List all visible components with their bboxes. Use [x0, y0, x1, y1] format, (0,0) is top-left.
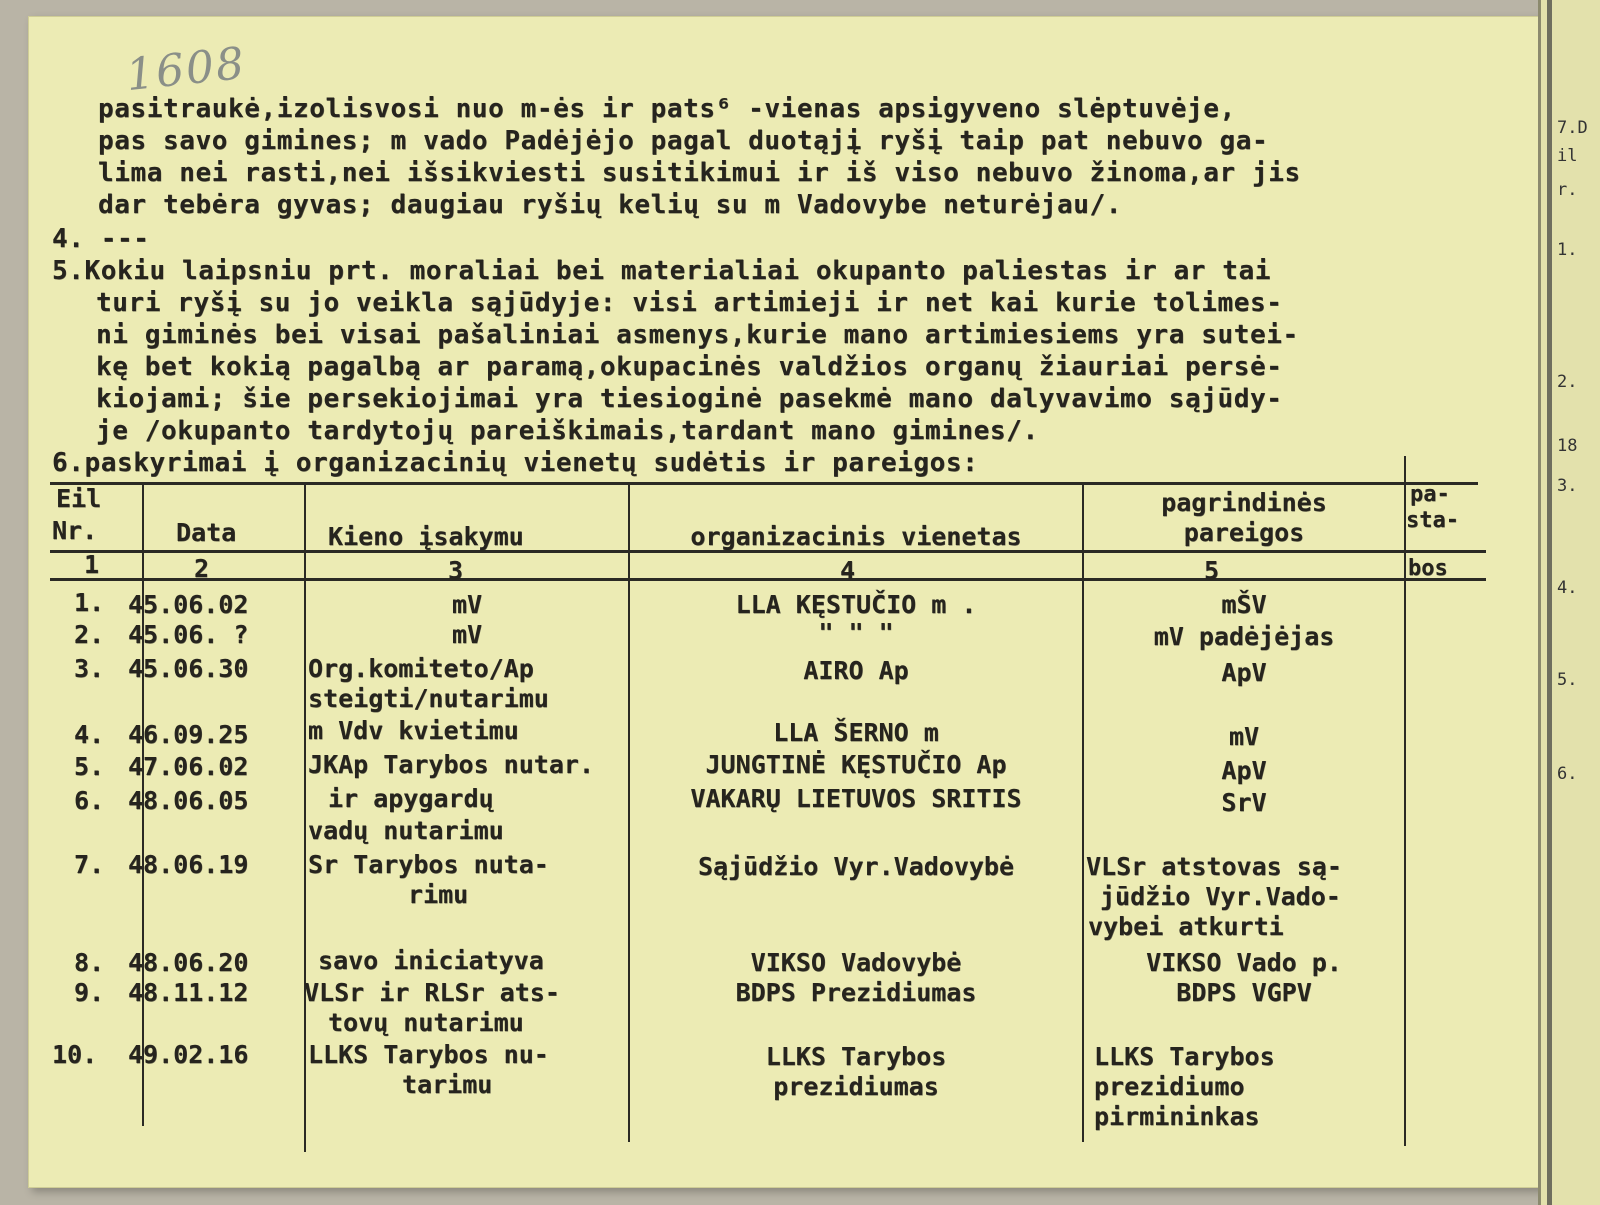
header-duties-l1: pagrindinės — [1161, 488, 1327, 517]
row-by: vadų nutarimu — [308, 816, 504, 845]
margin-fragment: il — [1557, 146, 1578, 166]
item-5-line: kiojami; šie persekiojimai yra tiesioginė pasekmė mano dalyvavimo sąjūdy- — [96, 384, 1283, 414]
row-nr: 4. — [74, 720, 105, 749]
document-page — [28, 16, 1548, 1188]
row-duty: LLKS Tarybos — [1094, 1042, 1275, 1071]
page-edge-shadow — [1547, 0, 1552, 1205]
row-duty: jūdžio Vyr.Vado- — [1100, 882, 1341, 911]
row-by: JKAp Tarybos nutar. — [308, 750, 594, 779]
row-nr: 1. — [74, 588, 105, 617]
text-line: pasitraukė,izolisvosi nuo m-ės ir pats⁶ -vienas apsigyveno slėptuvėje, — [98, 94, 1236, 124]
row-by: tarimu — [402, 1070, 493, 1099]
row-unit: LLA ŠERNO m — [773, 718, 939, 747]
row-duty: ApV — [1221, 756, 1267, 785]
table-colnum-rule — [50, 578, 1486, 581]
row-date: 45.06.02 — [128, 590, 249, 619]
row-date: 45.06.30 — [128, 654, 249, 683]
row-unit: LLA KĘSTUČIO m . — [735, 590, 977, 619]
header-nr-l2: Nr. — [52, 516, 98, 545]
row-by: tovų nutarimu — [328, 1008, 524, 1037]
row-duty: SrV — [1221, 788, 1267, 817]
row-unit: BDPS Prezidiumas — [735, 978, 977, 1007]
header-nr-l1: Eil — [56, 484, 102, 513]
row-nr: 8. — [74, 948, 105, 977]
column-number: 4 — [840, 556, 856, 585]
text-line: dar tebėra gyvas; daugiau ryšių kelių su m Vadovybe neturėjau/. — [98, 190, 1122, 220]
row-by: rimu — [408, 880, 469, 909]
column-number: 2 — [194, 554, 210, 583]
row-duty: mV padėjėjas — [1153, 622, 1335, 651]
item-5-line: 5.Kokiu laipsniu prt. moraliai bei materialiai okupanto paliestas ir ar tai — [52, 256, 1271, 286]
row-date: 48.06.20 — [128, 948, 249, 977]
row-nr: 7. — [74, 850, 105, 879]
row-nr: 9. — [74, 978, 105, 1007]
margin-fragment: 3. — [1557, 476, 1578, 496]
row-unit: prezidiumas — [773, 1072, 939, 1101]
header-notes-l2: sta- — [1406, 508, 1459, 533]
row-unit: VAKARŲ LIETUVOS SRITIS — [690, 784, 1022, 813]
margin-fragment: 4. — [1557, 578, 1578, 598]
margin-fragment: 7.D — [1557, 118, 1588, 138]
row-duty: mŠV — [1221, 590, 1267, 619]
row-by: steigti/nutarimu — [308, 684, 549, 713]
row-duty: prezidiumo — [1094, 1072, 1245, 1101]
row-duty: pirmininkas — [1094, 1102, 1260, 1131]
row-duty: ApV — [1221, 658, 1267, 687]
handwritten-page-number: 1608 — [123, 37, 249, 102]
row-duty: BDPS VGPV — [1176, 978, 1312, 1007]
margin-fragment: 18 — [1557, 436, 1578, 456]
row-duty: mV — [1228, 722, 1260, 751]
row-date: 47.06.02 — [128, 752, 249, 781]
row-date: 48.06.05 — [128, 786, 249, 815]
margin-fragment: 5. — [1557, 670, 1578, 690]
row-nr: 3. — [74, 654, 105, 683]
header-by-whom: Kieno įsakymu — [328, 522, 524, 551]
table-top-rule — [50, 482, 1478, 485]
item-5-line: ni giminės bei visai pašaliniai asmenys,kurie mano artimiesiems yra sutei- — [96, 320, 1299, 350]
column-number: 1 — [84, 550, 100, 579]
row-unit: " " " — [818, 618, 894, 647]
row-nr: 6. — [74, 786, 105, 815]
item-5-line: kę bet kokią pagalbą ar paramą,okupacinės valdžios organų žiauriai persė- — [96, 352, 1283, 382]
row-by: mV — [451, 620, 483, 649]
row-date: 46.09.25 — [128, 720, 249, 749]
header-notes-l3: bos — [1408, 556, 1448, 581]
row-duty: VIKSO Vado p. — [1146, 948, 1342, 977]
item-6-heading: 6.paskyrimai į organizacinių vienetų sudėtis ir pareigos: — [52, 448, 979, 478]
row-unit: JUNGTINĖ KĘSTUČIO Ap — [705, 750, 1007, 779]
header-duties-l2: pareigos — [1183, 518, 1305, 547]
row-date: 49.02.16 — [128, 1040, 249, 1069]
row-nr: 2. — [74, 620, 105, 649]
row-unit: Sąjūdžio Vyr.Vadovybė — [697, 852, 1015, 881]
column-divider — [304, 482, 306, 1152]
item-4: 4. --- — [52, 224, 150, 254]
column-number: 5 — [1204, 556, 1220, 585]
row-nr: 10. — [52, 1040, 98, 1069]
item-5-line: turi ryšį su jo veikla sąjūdyje: visi artimieji ir net kai kurie tolimes- — [96, 288, 1283, 318]
margin-fragment: 6. — [1557, 764, 1578, 784]
row-by: LLKS Tarybos nu- — [308, 1040, 549, 1069]
row-by: mV — [451, 590, 483, 619]
column-divider — [1404, 456, 1406, 1146]
row-duty: vybei atkurti — [1088, 912, 1284, 941]
column-number: 3 — [448, 556, 464, 585]
row-by: Sr Tarybos nuta- — [308, 850, 549, 879]
text-line: pas savo gimines; m vado Padėjėjo pagal duotąjį ryšį taip pat nebuvo ga- — [98, 126, 1269, 156]
item-5-line: je /okupanto tardytojų pareiškimais,tardant mano gimines/. — [96, 416, 1039, 446]
row-unit: LLKS Tarybos — [765, 1042, 947, 1071]
row-date: 48.06.19 — [128, 850, 249, 879]
row-unit: AIRO Ap — [803, 656, 909, 685]
header-notes-l1: pa- — [1410, 482, 1450, 507]
header-unit: organizacinis vienetas — [690, 522, 1022, 551]
row-date: 45.06. ? — [128, 620, 249, 649]
adjacent-page-edge — [1538, 0, 1600, 1205]
row-nr: 5. — [74, 752, 105, 781]
row-by: Org.komiteto/Ap — [308, 654, 534, 683]
row-date: 48.11.12 — [128, 978, 249, 1007]
row-by: savo iniciatyva — [318, 946, 544, 975]
header-date: Data — [176, 518, 237, 547]
row-by: m Vdv kvietimu — [308, 716, 519, 745]
row-unit: VIKSO Vadovybė — [750, 948, 962, 977]
row-by: VLSr ir RLSr ats- — [304, 978, 560, 1007]
row-by: ir apygardų — [328, 784, 494, 813]
margin-fragment: r. — [1557, 180, 1578, 200]
text-line: lima nei rasti,nei išsikviesti susitikimui ir iš viso nebuvo žinoma,ar jis — [98, 158, 1301, 188]
row-duty: VLSr atstovas są- — [1086, 852, 1342, 881]
margin-fragment: 1. — [1557, 240, 1578, 260]
margin-fragment: 2. — [1557, 372, 1578, 392]
